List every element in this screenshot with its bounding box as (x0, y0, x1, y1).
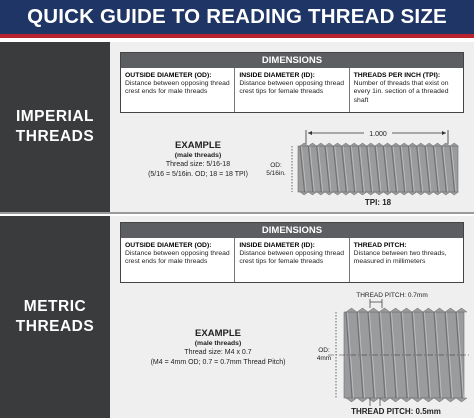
thread-crest (317, 192, 325, 195)
thread-crest (450, 192, 458, 195)
thread-crest (425, 143, 433, 146)
thread-crest (333, 192, 341, 195)
thread-crest (423, 398, 434, 402)
thread-crest (433, 143, 441, 146)
thread-crest (342, 143, 350, 146)
thread-crest (400, 192, 408, 195)
metric-pitch-title: THREAD PITCH: (353, 242, 407, 249)
thread-crest (368, 308, 379, 312)
imperial-example-subtitle: (male threads) (174, 152, 222, 159)
metric-id-cell (235, 238, 349, 282)
imperial-tpi-desc: Number of threads that exist on every 1in. section of a threaded shaft (353, 80, 449, 104)
thread-crest (367, 192, 375, 195)
metric-label-line2: THREADS (15, 318, 95, 335)
thread-crest (308, 192, 316, 195)
thread-crest (423, 308, 434, 312)
thread-crest (357, 308, 368, 312)
imperial-dimensions-table (120, 52, 464, 113)
thread-crest (450, 143, 458, 146)
thread-crest (300, 192, 308, 195)
page-title (0, 0, 474, 38)
page-title-text: QUICK GUIDE TO READING THREAD SIZE (27, 5, 447, 28)
thread-crest (383, 192, 391, 195)
imperial-od-title: OUTSIDE DIAMETER (OD): (125, 72, 212, 79)
thread-crest (412, 308, 423, 312)
imperial-id-cell (235, 68, 349, 112)
thread-crest (379, 308, 390, 312)
thread-crest (350, 143, 358, 146)
metric-example-explain: (M4 = 4mm OD; 0.7 = 0.7mm Thread Pitch) (150, 359, 286, 366)
thread-crest (434, 398, 445, 402)
thread-crest (408, 192, 416, 195)
metric-od-desc: Distance between opposing thread crest ends for male threads (125, 250, 230, 266)
thread-crest (433, 192, 441, 195)
imperial-od-desc: Distance between opposing thread crest ends for male threads (125, 80, 230, 96)
metric-panel (110, 216, 474, 418)
thread-crest (434, 308, 445, 312)
imperial-od-label-2: 5/16in. (266, 170, 286, 177)
thread-crest (375, 143, 383, 146)
thread-crest (390, 398, 401, 402)
thread-crest (408, 143, 416, 146)
thread-crest (346, 398, 357, 402)
metric-pitch-desc: Distance between two threads, measured in millimeters (353, 250, 447, 266)
thread-crest (368, 398, 379, 402)
metric-pitch-top-label: THREAD PITCH: 0.7mm (356, 292, 428, 299)
thread-crest (325, 143, 333, 146)
imperial-example-size: Thread size: 5/16-18 (165, 161, 231, 168)
metric-example-subtitle: (male threads) (194, 340, 242, 347)
thread-crest (456, 398, 467, 402)
thread-crest (442, 192, 450, 195)
metric-label-line1: METRIC (23, 298, 87, 315)
imperial-example-explain: (5/16 = 5/16in. OD; 18 = 18 TPI) (148, 171, 248, 178)
thread-crest (417, 192, 425, 195)
imperial-panel (110, 42, 474, 214)
thread-crest (350, 192, 358, 195)
metric-dimensions-table (120, 222, 464, 283)
thread-crest (317, 143, 325, 146)
thread-crest (392, 192, 400, 195)
thread-crest (358, 192, 366, 195)
thread-crest (325, 192, 333, 195)
metric-pitch-cell (350, 238, 463, 282)
metric-od-cell (121, 238, 235, 282)
thread-crest (383, 143, 391, 146)
imperial-tpi-label: TPI: 18 (364, 198, 392, 207)
metric-dimensions-title: DIMENSIONS (121, 223, 463, 238)
thread-crest (401, 308, 412, 312)
thread-crest (379, 398, 390, 402)
thread-crest (425, 192, 433, 195)
metric-od-label-2: 4mm (316, 355, 332, 362)
thread-crest (342, 192, 350, 195)
metric-example-title: EXAMPLE (195, 328, 241, 339)
thread-crest (346, 308, 357, 312)
thread-crest (400, 143, 408, 146)
imperial-label-line2: THREADS (15, 128, 95, 145)
thread-crest (445, 398, 456, 402)
metric-example (128, 328, 308, 367)
thread-crest (442, 143, 450, 146)
thread-crest (456, 308, 467, 312)
imperial-tpi-title: THREADS PER INCH (TPI): (353, 72, 441, 79)
metric-pitch-bottom-label: THREAD PITCH: 0.5mm (351, 407, 441, 416)
thread-crest (445, 308, 456, 312)
thread-crest (375, 192, 383, 195)
imperial-length-label: 1.000 (369, 131, 387, 138)
thread-crest (300, 143, 308, 146)
thread-crest (358, 143, 366, 146)
imperial-example (128, 140, 268, 179)
metric-id-desc: Distance between opposing thread crest tips for female threads (239, 250, 344, 266)
imperial-label-line1: IMPERIAL (15, 108, 95, 125)
thread-crest (357, 398, 368, 402)
thread-crest (333, 143, 341, 146)
metric-example-size: Thread size: M4 x 0.7 (184, 349, 252, 356)
thread-crest (401, 398, 412, 402)
thread-crest (417, 143, 425, 146)
imperial-example-title: EXAMPLE (175, 140, 221, 151)
imperial-id-desc: Distance between opposing thread crest tips for female threads (239, 80, 344, 96)
metric-od-title: OUTSIDE DIAMETER (OD): (125, 242, 212, 249)
thread-crest (390, 308, 401, 312)
metric-od-label-1: OD: (318, 347, 330, 354)
imperial-side-label (0, 42, 110, 214)
thread-crest (367, 143, 375, 146)
thread-crest (392, 143, 400, 146)
metric-thread-diagram (310, 286, 474, 416)
imperial-od-label-1: OD: (270, 162, 282, 169)
thread-crest (308, 143, 316, 146)
imperial-od-cell (121, 68, 235, 112)
imperial-dimensions-title: DIMENSIONS (121, 53, 463, 68)
thread-crest (412, 398, 423, 402)
imperial-tpi-cell (350, 68, 463, 112)
imperial-id-title: INSIDE DIAMETER (ID): (239, 72, 315, 79)
metric-side-label (0, 216, 110, 418)
metric-id-title: INSIDE DIAMETER (ID): (239, 242, 315, 249)
imperial-thread-diagram (266, 120, 470, 212)
